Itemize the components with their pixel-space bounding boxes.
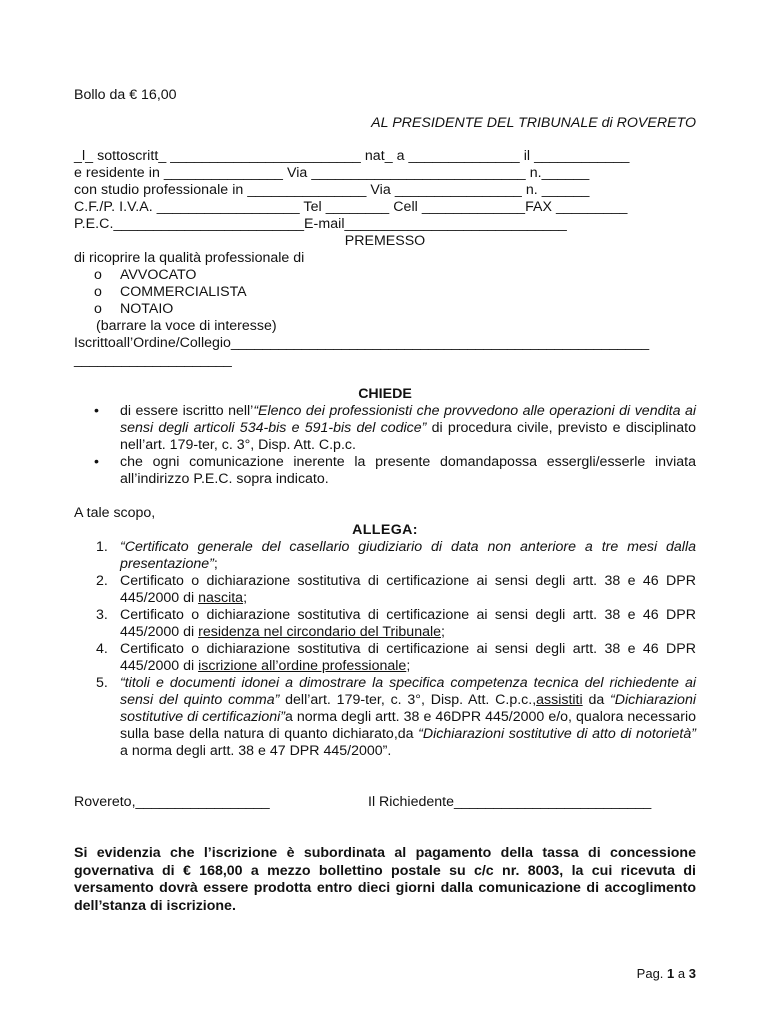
iscritto-ordine-field-continued[interactable]: ____________________ bbox=[74, 352, 232, 368]
page-separator: a bbox=[677, 966, 686, 981]
bollo-line: Bollo da € 16,00 bbox=[74, 87, 177, 103]
allega-intro: A tale scopo, bbox=[74, 505, 156, 521]
option-label: COMMERCIALISTA bbox=[120, 284, 247, 300]
current-page: 1 bbox=[667, 966, 675, 981]
iscritto-ordine-field[interactable]: Iscrittoall’Ordine/Collegio_____________________________________________________ bbox=[74, 335, 650, 351]
options-note: (barrare la voce di interesse) bbox=[96, 318, 277, 334]
option-avvocato[interactable] bbox=[94, 267, 696, 284]
option-label: NOTAIO bbox=[120, 301, 174, 317]
field-line-residence[interactable]: e residente in _______________ Via ___________________________ n.______ bbox=[74, 165, 590, 181]
chiede-item-2: • che ogni comunicazione inerente la presente domandapossa essergli/esserle inviata all’indirizzo P.E.C. sopra indicato. bbox=[74, 454, 696, 488]
field-line-studio[interactable]: con studio professionale in _______________ Via ________________ n. ______ bbox=[74, 182, 590, 198]
field-line-cf-contacts[interactable]: C.F./P. I.V.A. __________________ Tel ________ Cell _____________FAX _________ bbox=[74, 199, 628, 215]
addressee: AL PRESIDENTE DEL TRIBUNALE di ROVERETO bbox=[371, 115, 696, 131]
total-pages: 3 bbox=[688, 966, 696, 981]
checkbox-circle-icon[interactable]: o bbox=[94, 284, 102, 300]
applicant-signature-field[interactable]: Il Richiedente_________________________ bbox=[368, 794, 652, 810]
option-notaio[interactable] bbox=[94, 301, 696, 318]
page-number bbox=[637, 965, 696, 982]
premesso-title: PREMESSO bbox=[344, 233, 426, 249]
allega-item-3: 3. Certificato o dichiarazione sostitutiva di certificazione ai sensi degli artt. 38 e 46 DPR 445/2000 di residenza nel circondario del Tribunale; bbox=[96, 607, 696, 640]
option-commercialista[interactable] bbox=[94, 284, 696, 301]
place-date-field[interactable]: Rovereto,_________________ bbox=[74, 794, 270, 810]
checkbox-circle-icon[interactable]: o bbox=[94, 301, 102, 317]
allega-item-4: 4. Certificato o dichiarazione sostitutiva di certificazione ai sensi degli artt. 38 e 46 DPR 445/2000 di iscrizione all’ordine professionale; bbox=[96, 641, 696, 674]
field-line-name[interactable]: _l_ sottoscritt_ ________________________ nat_ a ______________ il ____________ bbox=[74, 148, 630, 164]
profession-options bbox=[94, 267, 696, 318]
page-label: Pag. bbox=[636, 966, 664, 981]
signature-row bbox=[74, 794, 696, 811]
chiede-title: CHIEDE bbox=[358, 386, 412, 402]
allega-item-2: 2. Certificato o dichiarazione sostitutiva di certificazione ai sensi degli artt. 38 e 46 DPR 445/2000 di nascita; bbox=[96, 573, 696, 606]
field-line-pec-email[interactable]: P.E.C.________________________E-mail____________________________ bbox=[74, 216, 567, 232]
allega-item-1: 1. “Certificato generale del casellario giudiziario di data non anteriore a tre mesi dalla presentazione”; bbox=[96, 539, 696, 572]
personal-data-fields bbox=[74, 148, 696, 233]
premesso-intro: di ricoprire la qualità professionale di bbox=[74, 250, 305, 266]
checkbox-circle-icon[interactable]: o bbox=[94, 267, 102, 283]
chiede-item-1: • di essere iscritto nell’“Elenco dei professionisti che provvedono alle operazioni di vendita ai sensi degli articoli 534-bis e 591-bis del codice” di procedura civile, previsto e disciplinato nell’art. 179-ter, c. 3°, Disp. Att. C.p.c. bbox=[74, 403, 696, 454]
document-page bbox=[74, 87, 696, 915]
allega-title: ALLEGA: bbox=[352, 522, 418, 538]
option-label: AVVOCATO bbox=[120, 267, 197, 283]
chiede-list bbox=[74, 403, 696, 488]
allega-item-5: 5. “titoli e documenti idonei a dimostrare la specifica competenza tecnica del richiedente ai sensi del quinto comma” dell’art. 179-ter, c. 3°, Disp. Att. C.p.c.,assistiti da “Dichiarazioni sostitutive di certificazioni”a norma degli artt. 38 e 46DPR 445/2000 e/o, qualora necessario sulla base della natura di quanto dichiarato,da “Dichiarazioni sostitutive di atto di notorietà” a norma degli artt. 38 e 47 DPR 445/2000”. bbox=[96, 675, 697, 759]
fee-notice: Si evidenzia che l’iscrizione è subordinata al pagamento della tassa di concessione governativa di € 168,00 a mezzo bollettino postale su c/c nr. 8003, la cui ricevuta di versamento dovrà essere prodotta entro dieci giorni dalla comunicazione di accoglimento dell’stanza di iscrizione. bbox=[74, 845, 696, 914]
allega-list bbox=[74, 539, 696, 760]
